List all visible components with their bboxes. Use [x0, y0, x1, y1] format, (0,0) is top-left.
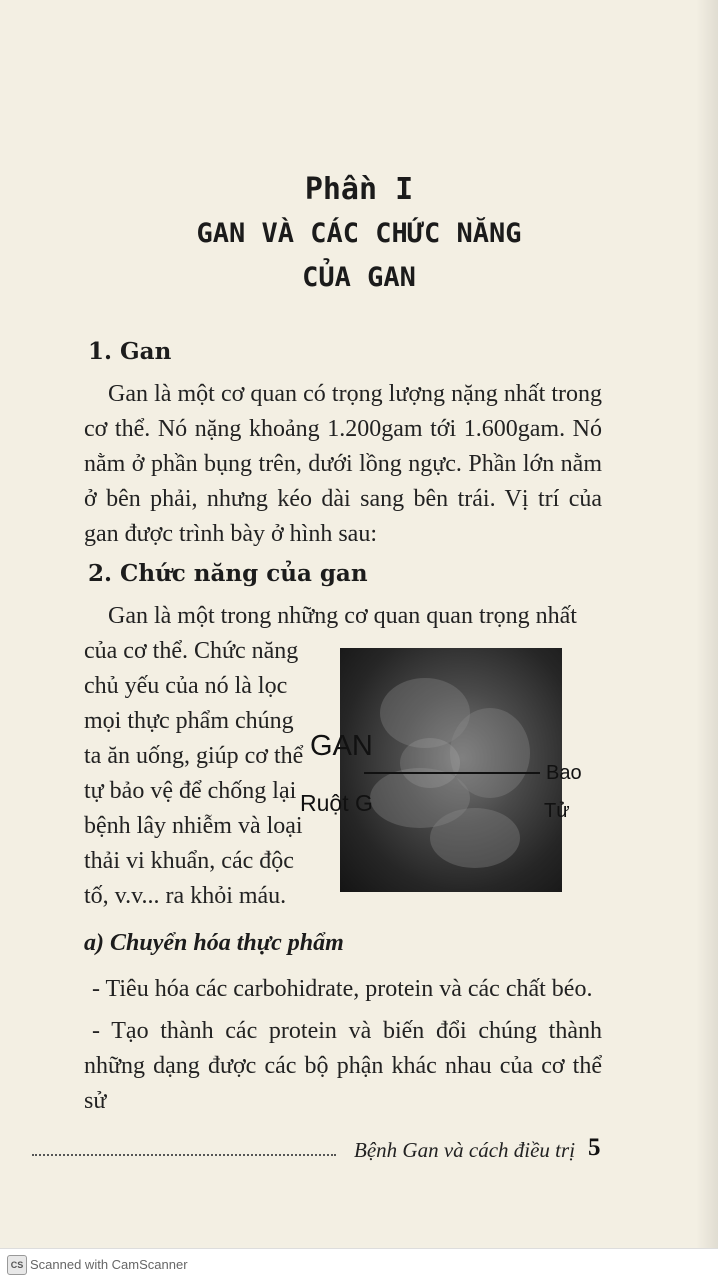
page-number: 5 — [588, 1134, 601, 1161]
wrap-line: ta ăn uống, giúp cơ thể — [84, 743, 304, 769]
wrap-line: thải vi khuẩn, các độc — [84, 848, 294, 874]
camscanner-logo-icon: CS — [7, 1255, 27, 1275]
part-heading — [0, 168, 718, 300]
bullet-1-text: - Tiêu hóa các carbohidrate, protein và các chất béo. — [92, 976, 593, 1002]
section1-heading: 1. Gan — [88, 338, 172, 365]
wrap-line: tố, v.v... ra khỏi máu. — [84, 883, 287, 909]
wrap-line: tự bảo vệ để chống lại — [84, 778, 297, 804]
figure-label-ruot: Ruột G — [300, 790, 373, 816]
figure-label-gan: GAN — [310, 730, 373, 762]
wrap-line: của cơ thể. Chức năng — [84, 638, 299, 664]
figure-label-bao: Bao — [546, 762, 582, 784]
footer-divider — [32, 1154, 336, 1156]
bullet-2 — [84, 1014, 602, 1119]
part-label: Phần I — [304, 172, 414, 207]
wrap-line: chủ yếu của nó là lọc — [84, 673, 288, 699]
bullet-1 — [84, 972, 602, 1007]
part-title-line1: GAN VÀ CÁC CHỨC NĂNG — [196, 218, 522, 249]
figure-label-tu: Tử — [544, 800, 570, 822]
section2-lead-text: Gan là một trong những cơ quan quan trọng nhất — [108, 603, 577, 629]
section2-heading: 2. Chức năng của gan — [88, 560, 368, 587]
scanner-watermark-text: Scanned with CamScanner — [30, 1257, 188, 1272]
scanner-watermark-bar — [0, 1248, 718, 1281]
wrap-line: bệnh lây nhiễm và loại — [84, 813, 303, 839]
subsection-a-heading: a) Chuyển hóa thực phẩm — [84, 930, 344, 956]
wrap-line: mọi thực phẩm chúng — [84, 708, 294, 734]
footer-book-title: Bệnh Gan và cách điều trị — [354, 1138, 576, 1162]
section1-paragraph-text: Gan là một cơ quan có trọng lượng nặng nhất trong cơ thể. Nó nặng khoảng 1.200gam tới 1.600gam. Nó nằm ở phần bụng trên, dưới lồng ngực. Phần lớn nằm ở bên phải, nhưng kéo dài sang bên trái. Vị trí của gan được trình bày ở hình sau: — [84, 381, 602, 547]
part-title-line2: CỦA GAN — [302, 262, 416, 293]
figure-pointer-line — [364, 772, 540, 774]
section1-paragraph — [84, 377, 602, 552]
section2-wrap-text — [84, 634, 304, 914]
bullet-2-text: - Tạo thành các protein và biến đổi chúng thành những dạng được các bộ phận khác nhau của cơ thể sử — [84, 1018, 602, 1114]
liver-anatomy-image — [340, 648, 562, 892]
section2-lead — [84, 599, 602, 634]
